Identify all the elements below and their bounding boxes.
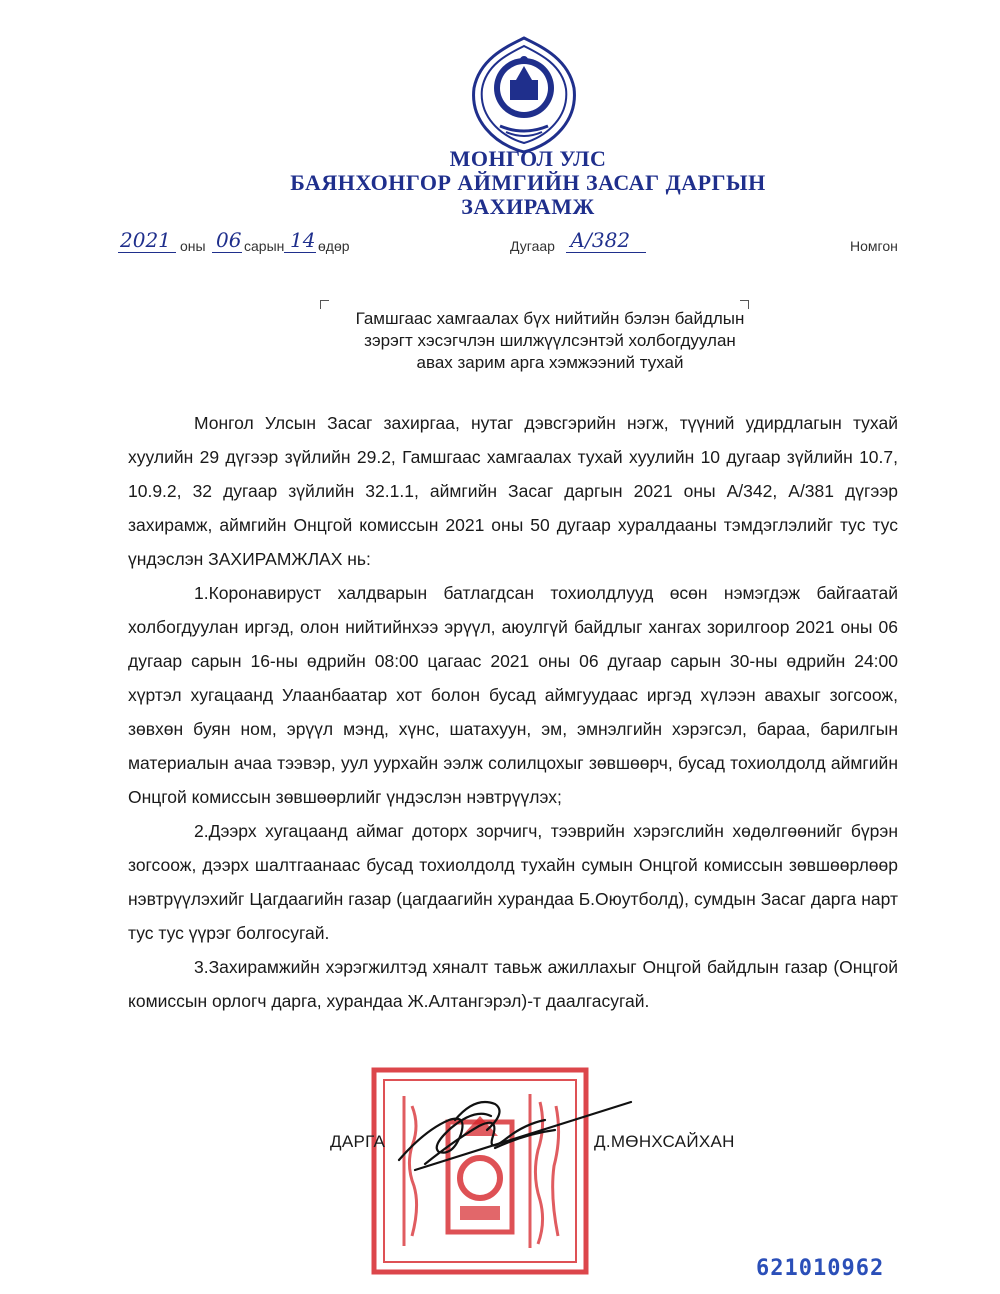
- subject-line: Гамшгаас хамгаалах бүх нийтийн бэлэн байдлын: [355, 309, 745, 328]
- state-emblem-icon: [470, 36, 578, 154]
- date-year-suffix: оны: [180, 238, 206, 254]
- order-item-2: 2.Дээрх хугацаанд аймаг доторх зорчигч, тээврийн хэрэгслийн хөдөлгөөнийг бүрэн зогсоож, дээрх шалтгаанаас бусад тохиолдолд тухайн сумын Онцгой комиссын зөвшөөрлөөр нэвтрүүлэхийг Цагдаагийн газар (цагдаагийн хурандаа Б.Оюутболд), сумдын Засаг дарга нарт тус тус үүрэг болгосугай.: [128, 821, 898, 943]
- year-underline: [118, 252, 176, 253]
- date-month-suffix: сарын: [244, 238, 285, 254]
- day-underline: [284, 252, 316, 253]
- intro-paragraph: Монгол Улсын Засаг захиргаа, нутаг дэвсгэрийн нэгж, түүний удирдлагын тухай хуулийн 29 дүгээр зүйлийн 29.2, Гамшгаас хамгаалах тухай хуулийн 10 дугаар зүйлийн 10.7, 10.9.2, 32 дугаар зүйлийн 32.1.1, аймгийн Засаг даргын 2021 оны А/342, А/381 дүгээр захирамж, аймгийн Онцгой комиссын 2021 оны 50 дугаар хуралдааны тэмдэглэлийг тус тус үндэслэн ЗАХИРАМЖЛАХ нь:: [128, 413, 898, 569]
- header-country: МОНГОЛ УЛС: [449, 146, 607, 171]
- month-underline: [212, 252, 242, 253]
- order-item-1: 1.Коронавируст халдварын батлагдсан тохиолдлууд өсөн нэмэгдэж байгаатай холбогдуулан иргэд, олон нийтийнхээ эрүүл, аюулгүй байдлыг хангах зорилгоор 2021 оны 06 дугаар сарын 16-ны өдрийн 08:00 цагаас 2021 оны 06 дугаар сарын 30-ны өдрийн 24:00 хүртэл хугацаанд Улаанбаатар хот болон бусад аймгуудаас иргэд хүлээн авахыг зогсоож, зөвхөн буян ном, эрүүл мэнд, хүнс, шатахуун, эм, эмнэлгийн хэрэгсэл, бараа, барилгын материалын ачаа тээвэр, уул уурхайн ээлж солилцохыг зөвшөөрч, бусад тохиолдолд аймгийн Онцгой комиссын зөвшөөрлийг үндэслэн нэвтрүүлэх;: [128, 583, 898, 807]
- document-body: [128, 406, 898, 1018]
- signer-title: ДАРГА: [330, 1132, 386, 1151]
- number-underline: [566, 252, 646, 253]
- date-year: 2021: [120, 228, 171, 252]
- subject-line: авах зарим арга хэмжээний тухай: [416, 353, 684, 372]
- date-month: 06: [216, 228, 242, 252]
- document-number: А/382: [570, 228, 631, 252]
- date-day-suffix: өдөр: [318, 238, 350, 254]
- subject-line: зэрэгт хэсэгчлэн шилжүүлсэнтэй холбогдуулан: [364, 331, 736, 350]
- signer-name: Д.МӨНХСАЙХАН: [594, 1132, 735, 1151]
- number-label: Дугаар: [510, 238, 555, 254]
- place-name: Номгон: [850, 238, 898, 254]
- order-item-3: 3.Захирамжийн хэрэгжилтэд хяналт тавьж ажиллахыг Онцгой байдлын газар (Онцгой комиссын орлогч дарга, хурандаа Ж.Алтангэрэл)-т даалгасугай.: [128, 957, 898, 1011]
- subject-block: [300, 308, 800, 374]
- serial-number: 621010962: [756, 1256, 885, 1281]
- date-day: 14: [290, 228, 316, 252]
- header-doc-type: ЗАХИРАМЖ: [461, 194, 595, 219]
- header-office: БАЯНХОНГОР АЙМГИЙН ЗАСАГ ДАРГЫН: [290, 170, 766, 195]
- date-number-line: [118, 228, 908, 264]
